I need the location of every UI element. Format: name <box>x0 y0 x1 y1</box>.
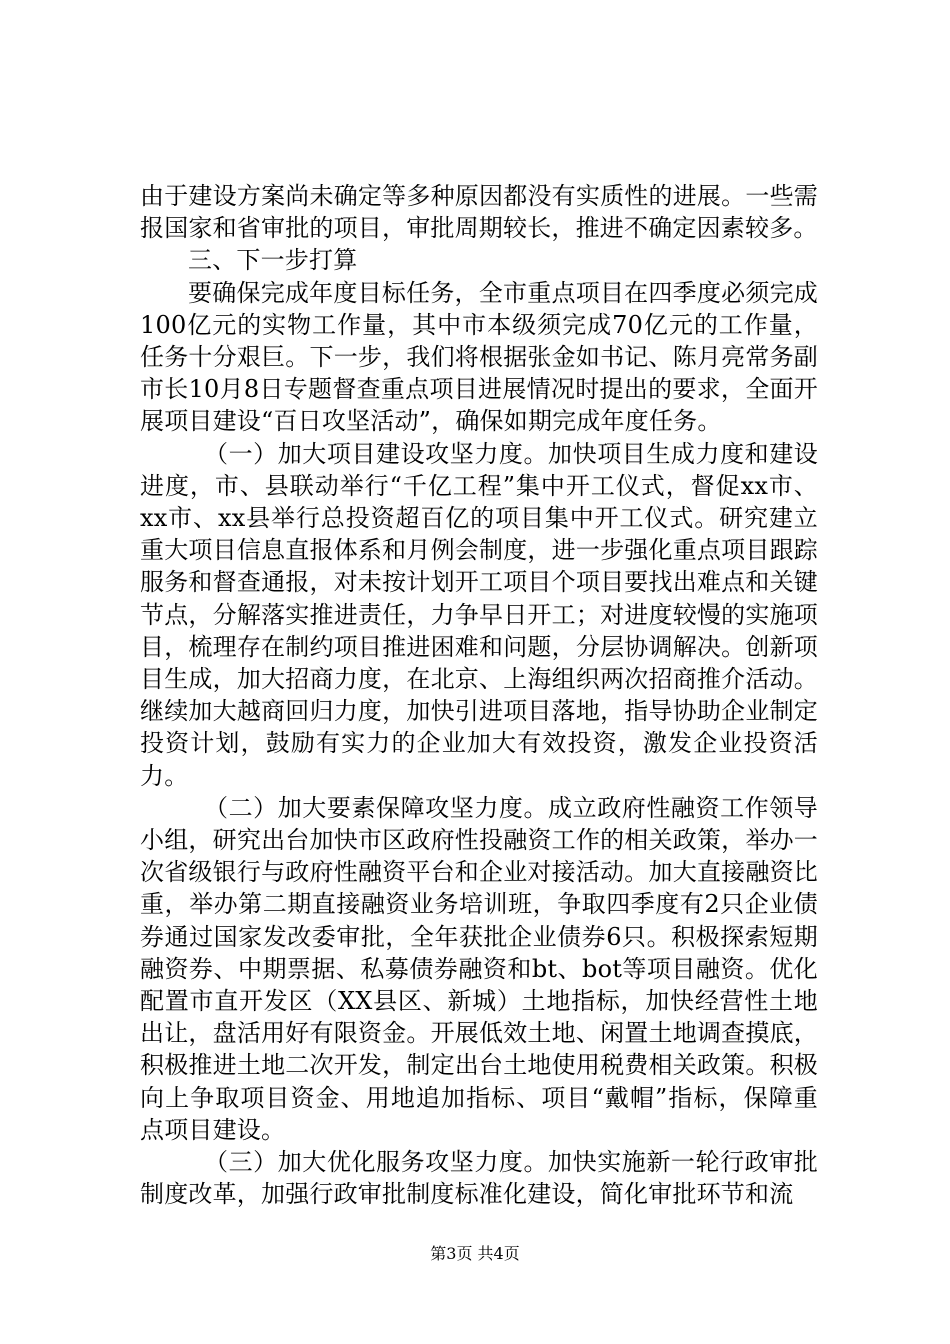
paragraph-continuation: 由于建设方案尚未确定等多种原因都没有实质性的进展。一些需报国家和省审批的项目，审批周期较长，推进不确定因素较多。 <box>140 182 818 243</box>
paragraph-item-1: （一）加大项目建设攻坚力度。加快项目生成力度和建设进度，市、县联动举行“千亿工程”集中开工仪式，督促xx市、xx市、xx县举行总投资超百亿的项目集中开工仪式。研究建立重大项目信息直报体系和月例会制度，进一步强化重点项目跟踪服务和督查通报，对未按计划开工项目个项目要找出难点和关键节点，分解落实推进责任，力争早日开工；对进度较慢的实施项目，梳理存在制约项目推进困难和问题，分层协调解决。创新项目生成，加大招商力度，在北京、上海组织两次招商推介活动。继续加大越商回归力度，加快引进项目落地，指导协助企业制定投资计划，鼓励有实力的企业加大有效投资，激发企业投资活力。 <box>140 439 818 790</box>
paragraph-plan-intro: 要确保完成年度目标任务，全市重点项目在四季度必须完成100亿元的实物工作量，其中市本级须完成70亿元的工作量，任务十分艰巨。下一步，我们将根据张金如书记、陈月亮常务副市长10月8日专题督查重点项目进展情况时提出的要求，全面开展项目建设“百日攻坚活动”，确保如期完成年度任务。 <box>140 278 818 436</box>
paragraph-item-3: （三）加大优化服务攻坚力度。加快实施新一轮行政审批制度改革，加强行政审批制度标准化建设，简化审批环节和流 <box>140 1148 818 1209</box>
paragraph-item-2: （二）加大要素保障攻坚力度。成立政府性融资工作领导小组，研究出台加快市区政府性投融资工作的相关政策，举办一次省级银行与政府性融资平台和企业对接活动。加大直接融资比重，举办第二期直接融资业务培训班，争取四季度有2只企业债券通过国家发改委审批，全年获批企业债券6只。积极探索短期融资券、中期票据、私募债券融资和bt、bot等项目融资。优化配置市直开发区（XX县区、新城）土地指标，加快经营性土地出让，盘活用好有限资金。开展低效土地、闲置土地调查摸底，积极推进土地二次开发，制定出台土地使用税费相关政策。积极向上争取项目资金、用地追加指标、项目“戴帽”指标，保障重点项目建设。 <box>140 793 818 1144</box>
document-body <box>140 180 818 1211</box>
section-heading: 三、下一步打算 <box>188 246 358 275</box>
page-footer: 第3页 共4页 <box>430 1244 520 1263</box>
